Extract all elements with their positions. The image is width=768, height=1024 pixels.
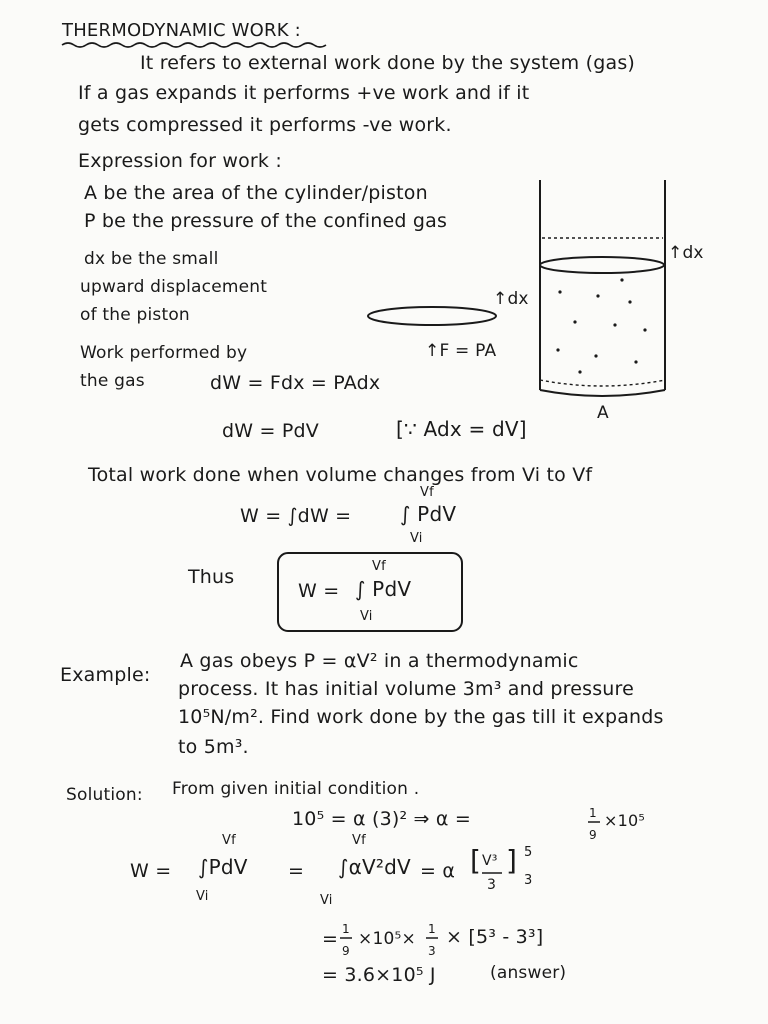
area-label: A xyxy=(597,403,609,423)
piston-dx-label: ↑dx xyxy=(493,289,529,309)
expression-heading: Expression for work : xyxy=(78,150,282,172)
equation-dw-pdv: dW = PdV xyxy=(222,420,319,442)
solution-first: From given initial condition . xyxy=(172,779,420,799)
definition-piston: of the piston xyxy=(80,305,190,325)
step2-mid: ×10⁵× xyxy=(358,929,416,949)
step2-eq: = xyxy=(322,928,339,950)
bracket-upper: 5 xyxy=(524,845,533,860)
page-title: THERMODYNAMIC WORK : xyxy=(62,20,301,41)
definition-area: A be the area of the cylinder/piston xyxy=(84,182,428,204)
bracket-close: ] xyxy=(506,844,518,877)
solution-label: Solution: xyxy=(66,785,143,805)
boxed-work-int: ∫ PdV xyxy=(355,577,412,601)
thus-label: Thus xyxy=(188,566,235,588)
example-line-3: 10⁵N/m². Find work done by the gas till it expands xyxy=(178,706,664,728)
intro-line-3: gets compressed it performs -ve work. xyxy=(78,114,452,136)
definition-work: Work performed by xyxy=(80,343,248,363)
alpha-equation: 10⁵ = α (3)² ⇒ α = xyxy=(292,808,471,830)
intro-line-1: It refers to external work done by the system (gas) xyxy=(140,52,636,74)
work-int-2-upper: Vf xyxy=(352,833,366,848)
alpha-tail: ×10⁵ xyxy=(604,811,645,830)
example-line-1: A gas obeys P = αV² in a thermodynamic xyxy=(180,650,579,672)
step2-tail: × [5³ - 3³] xyxy=(446,926,544,948)
step2-f1-num: 1 xyxy=(342,922,350,936)
example-line-2: process. It has initial volume 3m³ and pressure xyxy=(178,678,635,700)
equation-dw-fdx: dW = Fdx = PAdx xyxy=(210,372,381,394)
step2-f2-den: 3 xyxy=(428,944,436,958)
example-label: Example: xyxy=(60,664,151,686)
definition-gas: the gas xyxy=(80,371,145,391)
work-eq-2: = α xyxy=(420,860,456,882)
alpha-frac-num: 1 xyxy=(589,806,597,820)
work-int-2: ∫αV²dV xyxy=(338,855,411,879)
title-underline xyxy=(62,43,326,47)
step2-f1-den: 9 xyxy=(342,944,350,958)
work-int-1: ∫PdV xyxy=(198,855,248,879)
bracket-num: V³ xyxy=(482,853,498,869)
work-lhs: W = xyxy=(130,860,172,882)
definition-upward: upward displacement xyxy=(80,277,268,297)
final-answer-label: (answer) xyxy=(490,963,567,983)
alpha-frac-den: 9 xyxy=(589,828,597,842)
work-int-1-lower: Vi xyxy=(196,889,209,904)
bracket-open: [ xyxy=(470,844,482,877)
work-int-1-upper: Vf xyxy=(222,833,236,848)
definition-dx: dx be the small xyxy=(84,249,219,269)
cylinder-shape xyxy=(540,180,665,396)
cylinder-dx-label: ↑dx xyxy=(668,243,704,263)
bracket-den: 3 xyxy=(487,877,497,893)
bracket-lower: 3 xyxy=(524,873,533,888)
example-line-4: to 5m³. xyxy=(178,736,249,758)
work-integral-lhs: W = ∫dW = xyxy=(240,505,352,527)
work-integral-upper: Vf xyxy=(420,485,434,500)
piston-shape xyxy=(368,307,496,325)
total-work-line: Total work done when volume changes from Vi to Vf xyxy=(88,464,593,486)
intro-line-2: If a gas expands it performs +ve work and if it xyxy=(78,82,530,104)
step2-f2-num: 1 xyxy=(428,922,436,936)
work-integral-rhs: ∫ PdV xyxy=(400,502,457,526)
final-result: = 3.6×10⁵ J xyxy=(322,964,436,986)
boxed-lower: Vi xyxy=(360,609,373,624)
definition-pressure: P be the pressure of the confined gas xyxy=(84,210,448,232)
equation-adx-dv: [∵ Adx = dV] xyxy=(396,417,527,441)
work-integral-lower: Vi xyxy=(410,531,423,546)
force-label: ↑F = PA xyxy=(425,341,497,361)
boxed-work-lhs: W = xyxy=(298,580,340,602)
work-eq-1: = xyxy=(288,860,305,882)
boxed-upper: Vf xyxy=(372,559,386,574)
work-int-2-lower: Vi xyxy=(320,893,333,908)
